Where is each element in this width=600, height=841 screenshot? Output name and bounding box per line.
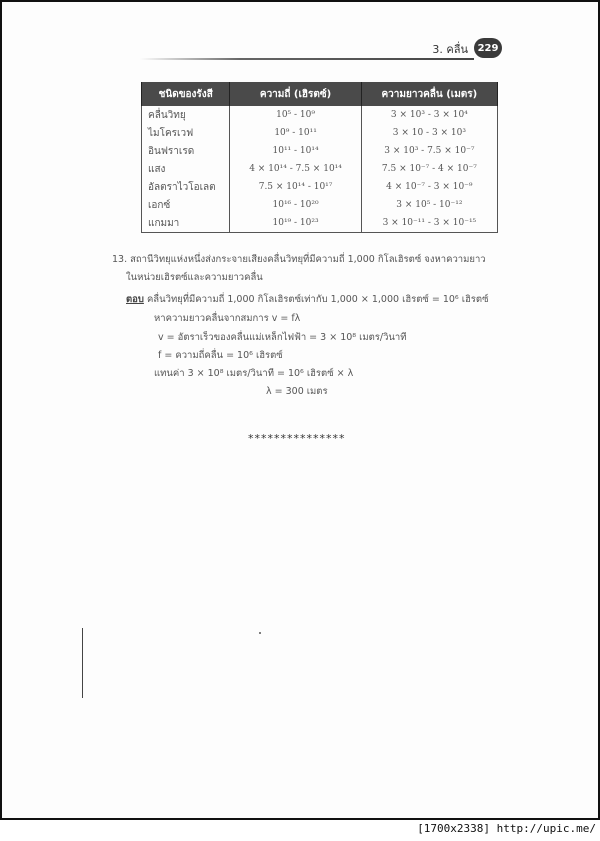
row-frequency: 10¹¹ - 10¹⁴ [230,142,361,160]
row-frequency: 10⁹ - 10¹¹ [230,124,361,142]
answer-line4: f = ความถี่คลื่น = 10⁶ เฮิรตซ์ [158,350,283,361]
header-rule [140,58,474,60]
answer-label: ตอบ [126,294,144,305]
answer-line3: v = อัตราเร็วของคลื่นแม่เหล็กไฟฟ้า = 3 × 10⁸ เมตร/วินาที [158,332,407,343]
page-number-badge: 229 [474,38,502,58]
answer-line1 [126,292,489,307]
table-row [142,124,498,142]
row-wavelength: 4 × 10⁻⁷ - 3 × 10⁻⁹ [361,178,497,196]
row-wavelength: 3 × 10⁻¹¹ - 3 × 10⁻¹⁵ [361,214,497,233]
radiation-table [141,82,498,233]
problem-statement-line1: 13. สถานีวิทยุแห่งหนึ่งส่งกระจายเสียงคลื่นวิทยุที่มีความถี่ 1,000 กิโลเฮิรตซ์ จงหาความยาว [112,254,486,265]
margin-mark [82,628,83,698]
column-header-frequency: ความถี่ (เฮิรตซ์) [230,82,361,106]
speck [259,632,261,634]
chapter-title: 3. คลื่น [432,43,468,56]
problem-statement-line2: ในหน่วยเฮิรตซ์และความยาวคลื่น [126,272,263,283]
table-header-row [142,82,498,106]
answer-line6: λ = 300 เมตร [266,386,328,397]
row-frequency: 10¹⁶ - 10²⁰ [230,196,361,214]
row-frequency: 4 × 10¹⁴ - 7.5 × 10¹⁴ [230,160,361,178]
page-header [140,38,502,62]
row-type: คลื่นวิทยุ [142,106,230,124]
row-type: แสง [142,160,230,178]
row-wavelength: 3 × 10³ - 3 × 10⁴ [361,106,497,124]
answer-line2: หาความยาวคลื่นจากสมการ v = fλ [154,313,301,324]
row-type: อัลตราไวโอเลต [142,178,230,196]
table-row [142,178,498,196]
answer-text-line1: คลื่นวิทยุที่มีความถี่ 1,000 กิโลเฮิรตซ์เท่ากับ 1,000 × 1,000 เฮิรตซ์ = 10⁶ เฮิรตซ์ [146,294,489,305]
table-row [142,196,498,214]
column-header-wavelength: ความยาวคลื่น (เมตร) [361,82,497,106]
row-wavelength: 3 × 10 - 3 × 10³ [361,124,497,142]
image-source-caption: [1700x2338] http://upic.me/ [417,822,596,835]
section-separator-stars: *************** [248,432,346,445]
table-row [142,214,498,233]
row-wavelength: 7.5 × 10⁻⁷ - 4 × 10⁻⁷ [361,160,497,178]
row-type: ไมโครเวฟ [142,124,230,142]
table-row [142,106,498,124]
row-frequency: 7.5 × 10¹⁴ - 10¹⁷ [230,178,361,196]
row-frequency: 10⁵ - 10⁹ [230,106,361,124]
row-wavelength: 3 × 10⁵ - 10⁻¹² [361,196,497,214]
column-header-type: ชนิดของรังสี [142,82,230,106]
row-type: อินฟราเรด [142,142,230,160]
table-row [142,142,498,160]
row-wavelength: 3 × 10³ - 7.5 × 10⁻⁷ [361,142,497,160]
row-frequency: 10¹⁹ - 10²³ [230,214,361,233]
row-type: เอกซ์ [142,196,230,214]
table-row [142,160,498,178]
row-type: แกมมา [142,214,230,233]
answer-line5: แทนค่า 3 × 10⁸ เมตร/วินาที = 10⁶ เฮิรตซ์ × λ [154,368,354,379]
